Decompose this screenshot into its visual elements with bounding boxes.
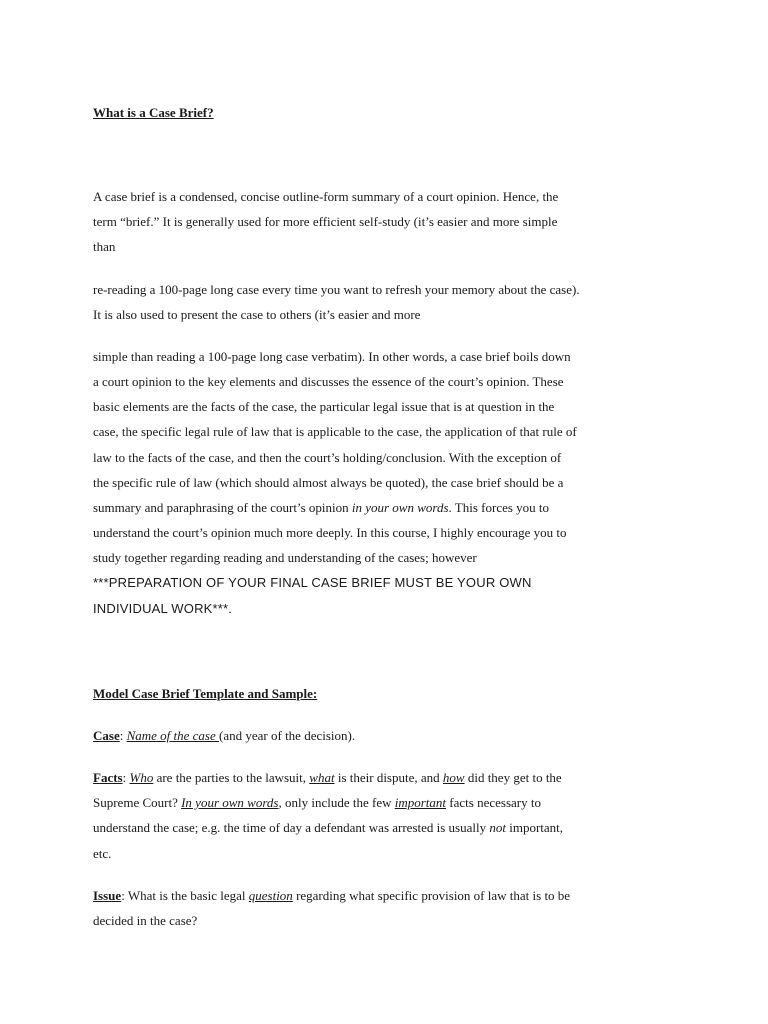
facts-how: how (442, 770, 465, 785)
issue-question: question (248, 888, 293, 903)
para3-line-10: ***PREPARATION OF YOUR FINAL CASE BRIEF MUST BE YOUR OWN (93, 575, 532, 590)
para3-line-6: the specific rule of law (which should almost always be quoted), the case brief should be a (93, 475, 564, 490)
para3-line-7 (93, 500, 549, 516)
heading-model-template: Model Case Brief Template and Sample: (93, 686, 318, 701)
issue-line-2: decided in the case? (93, 913, 198, 928)
para3-line-7c: . This forces you to (448, 500, 550, 515)
para3-line-5: law to the facts of the case, and then the court’s holding/conclusion. With the exception of (93, 450, 562, 465)
facts-important: important (394, 795, 447, 810)
heading-what-is-case-brief: What is a Case Brief? (93, 105, 214, 120)
facts-line-4: etc. (93, 846, 112, 861)
para3-line-3: basic elements are the facts of the case, the particular legal issue that is at question in the (93, 399, 555, 414)
para3-line-8: understand the court’s opinion much more deeply. In this course, I highly encourage you to (93, 525, 567, 540)
issue-text-2: regarding what specific provision of law that is to be (292, 888, 571, 903)
facts-line-1 (93, 770, 562, 786)
facts-text-3: did they get to the (464, 770, 562, 785)
para3-line-7a: summary and paraphrasing of the court’s opinion (93, 500, 352, 515)
facts-text-2: is their dispute, and (334, 770, 443, 785)
case-rest: (and year of the decision). (219, 728, 356, 743)
case-name-placeholder: Name of the case (126, 728, 220, 743)
intro-line-1: A case brief is a condensed, concise outline-form summary of a court opinion. Hence, the (93, 189, 559, 204)
issue-line-1 (93, 888, 570, 904)
emphasis-in-your-own-words: in your own words (351, 500, 449, 515)
case-line (93, 728, 355, 744)
para3-line-2: a court opinion to the key elements and discusses the essence of the court’s opinion. These (93, 374, 564, 389)
para3-line-9: study together regarding reading and understanding of the cases; however (93, 550, 477, 565)
facts-line-3 (93, 820, 563, 836)
case-colon: : (119, 728, 127, 743)
issue-label: Issue (93, 888, 122, 903)
facts-text-4: Supreme Court? (93, 795, 182, 810)
case-label: Case (93, 728, 120, 743)
facts-label: Facts (93, 770, 123, 785)
facts-text-1: are the parties to the lawsuit, (153, 770, 310, 785)
intro-line-2: term “brief.” It is generally used for more efficient self-study (it’s easier and more simple (93, 214, 558, 229)
facts-text-6: facts necessary to (446, 795, 541, 810)
facts-own-words: In your own words (181, 795, 279, 810)
intro-line-3: than (93, 239, 116, 254)
facts-text-7: understand the case; e.g. the time of day a defendant was arrested is usually (93, 820, 490, 835)
para2-line-1: re-reading a 100-page long case every time you want to refresh your memory about the case). (93, 282, 580, 297)
facts-text-8: important, (506, 820, 564, 835)
para3-line-4: case, the specific legal rule of law that is applicable to the case, the application of that rule of (93, 424, 577, 439)
issue-text-1: : What is the basic legal (121, 888, 249, 903)
facts-what: what (309, 770, 335, 785)
facts-not: not (489, 820, 506, 835)
facts-colon: : (122, 770, 130, 785)
para3-line-11: INDIVIDUAL WORK***. (93, 601, 233, 616)
para3-line-1: simple than reading a 100-page long case verbatim). In other words, a case brief boils down (93, 349, 571, 364)
facts-line-2 (93, 795, 541, 811)
para2-line-2: It is also used to present the case to others (it’s easier and more (93, 307, 421, 322)
facts-text-5: , only include the few (278, 795, 395, 810)
facts-who: Who (129, 770, 154, 785)
